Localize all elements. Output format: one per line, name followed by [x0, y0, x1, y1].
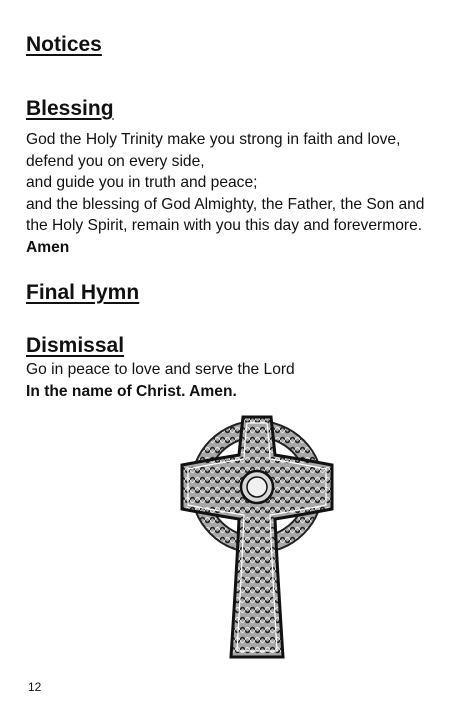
dismissal-heading: Dismissal: [26, 334, 125, 357]
notices-heading: Notices: [26, 33, 102, 56]
celtic-cross-svg: [180, 415, 335, 660]
dismissal-text: [26, 359, 466, 402]
celtic-cross-icon: [180, 415, 335, 660]
blessing-line: and the blessing of God Almighty, the Father, the Son and: [26, 195, 425, 213]
page-number: 12: [28, 680, 42, 694]
final-hymn-heading: Final Hymn: [26, 281, 140, 304]
dismissal-response: In the name of Christ. Amen.: [26, 382, 237, 400]
blessing-line: defend you on every side,: [26, 152, 205, 170]
blessing-heading: Blessing: [26, 97, 114, 120]
blessing-line: and guide you in truth and peace;: [26, 174, 258, 191]
blessing-response: Amen: [26, 238, 70, 256]
blessing-line: the Holy Spirit, remain with you this day and forevermore.: [26, 217, 423, 234]
blessing-line: God the Holy Trinity make you strong in faith and love,: [26, 131, 401, 148]
dismissal-line: Go in peace to love and serve the Lord: [26, 361, 295, 378]
blessing-text: [26, 129, 466, 258]
